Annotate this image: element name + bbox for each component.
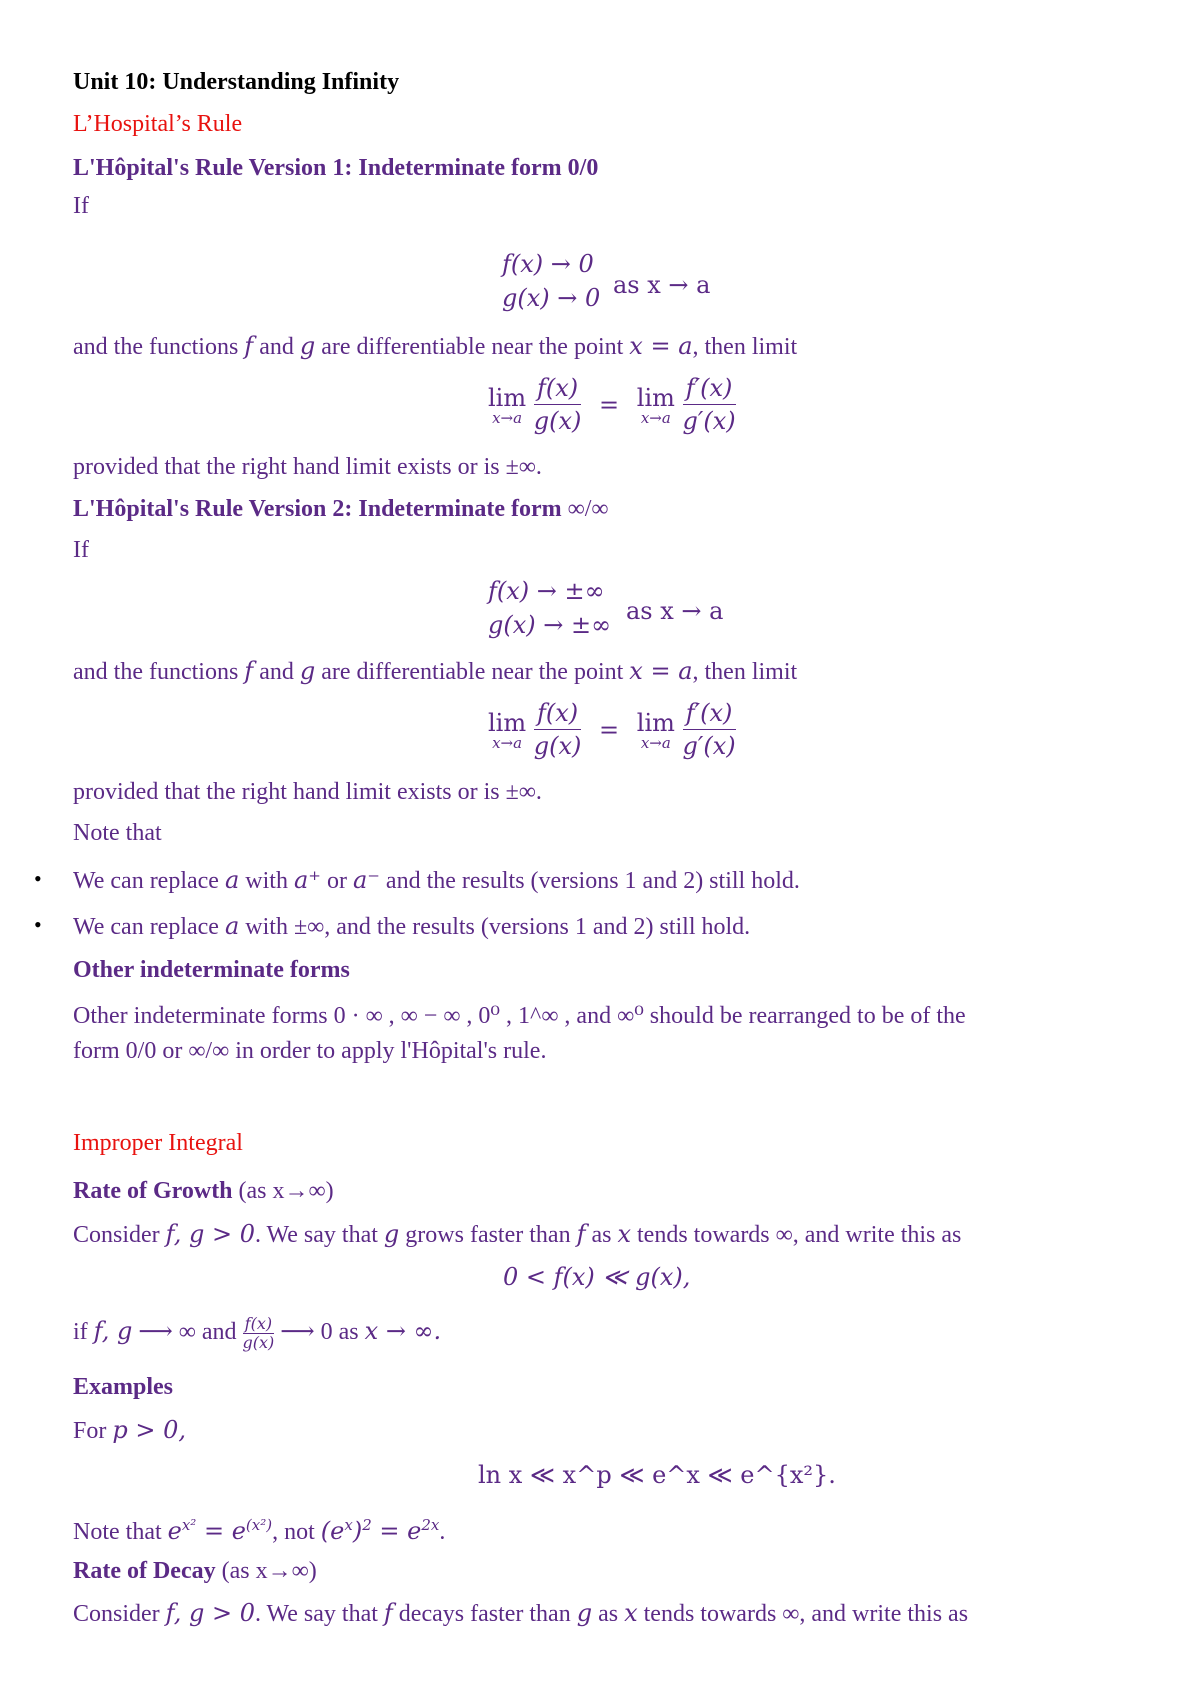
expr-e-x-squared: $e^{x^2} = e^{(x^2)}$	[167, 1516, 273, 1545]
unit-title: Unit 10: Understanding Infinity	[73, 69, 400, 95]
v2-row-g: g(x) → ±∞	[488, 611, 612, 639]
growth-inequality: 0 < f(x) ≪ g(x),	[503, 1263, 691, 1291]
growth-chain: ln x ≪ x^p ≪ e^x ≪ e^{x²}.	[478, 1461, 836, 1489]
examples-heading: Examples	[73, 1374, 174, 1400]
v1-row-g: g(x) → 0	[502, 284, 601, 312]
v1-condition-system	[502, 247, 600, 315]
v2-if: If	[73, 537, 89, 563]
v1-if: If	[73, 193, 89, 219]
v1-title: L'Hôpital's Rule Version 1: Indeterminate form 0/0	[73, 155, 599, 181]
decay-title: Rate of Decay (as x→∞)	[73, 1558, 317, 1584]
other-forms-line-2: form 0/0 or ∞/∞ in order to apply l'Hôpital's rule.	[73, 1038, 547, 1064]
v2-provided: provided that the right hand limit exists or is ±∞.	[73, 779, 542, 805]
note-that: Note that	[73, 820, 162, 846]
v2-condition-system	[488, 574, 611, 642]
bullet-dot: •	[34, 866, 42, 891]
v2-differentiable-line: and the functions f and g are differentiable near the point x = a, then limit	[73, 657, 798, 685]
decay-consider: Consider f, g > 0. We say that f decays faster than g as x tends towards ∞, and write this as	[73, 1599, 969, 1627]
improper-integral-heading: Improper Integral	[73, 1130, 243, 1156]
v1-differentiable-line: and the functions f and g are differentiable near the point x = a, then limit	[73, 332, 798, 360]
note-exponent-line: Note that $e^{x^2} = e^{(x^2)}$, not $(e^x)^2 = e^{2x}$.	[73, 1516, 446, 1545]
v2-title: L'Hôpital's Rule Version 2: Indeterminate form ∞/∞	[73, 496, 609, 522]
bullet-1: We can replace a with a⁺ or a⁻ and the results (versions 1 and 2) still hold.	[73, 866, 800, 894]
lhospital-heading: L’Hospital’s Rule	[73, 111, 243, 137]
other-forms-line-1: Other indeterminate forms 0 · ∞ , ∞ − ∞ , 0⁰ , 1^∞ , and ∞⁰ should be rearranged to be of the	[73, 1003, 966, 1029]
v1-provided: provided that the right hand limit exists or is ±∞.	[73, 454, 542, 480]
growth-consider: Consider f, g > 0. We say that g grows faster than f as x tends towards ∞, and write this as	[73, 1220, 962, 1248]
other-forms-heading: Other indeterminate forms	[73, 957, 350, 983]
expr-e-x-squared-paren: $(e^x)^2 = e^{2x}$	[320, 1516, 440, 1545]
v1-limit-formula: lim x→a $\frac{f(x)}{g(x)}$ = lim x→a $\frac{f'(x)}{g'(x)}$	[488, 374, 736, 435]
v1-as-x-to-a: as x → a	[613, 271, 711, 299]
bullet-2: We can replace a with ±∞, and the results (versions 1 and 2) still hold.	[73, 912, 751, 940]
v2-limit-formula: lim x→a $\frac{f(x)}{g(x)}$ = lim x→a $\frac{f'(x)}{g'(x)}$	[488, 699, 736, 760]
v2-row-f: f(x) → ±∞	[488, 577, 605, 605]
v1-row-f: f(x) → 0	[502, 250, 594, 278]
for-p-line: For p > 0,	[73, 1416, 186, 1444]
bullet-dot: •	[34, 912, 42, 937]
growth-if-line: if f, g ⟶ ∞ and $\frac{f(x)}{g(x)}$ ⟶ 0 as x → ∞.	[73, 1314, 442, 1352]
growth-title: Rate of Growth (as x→∞)	[73, 1178, 334, 1204]
v2-as-x-to-a: as x → a	[626, 597, 724, 625]
